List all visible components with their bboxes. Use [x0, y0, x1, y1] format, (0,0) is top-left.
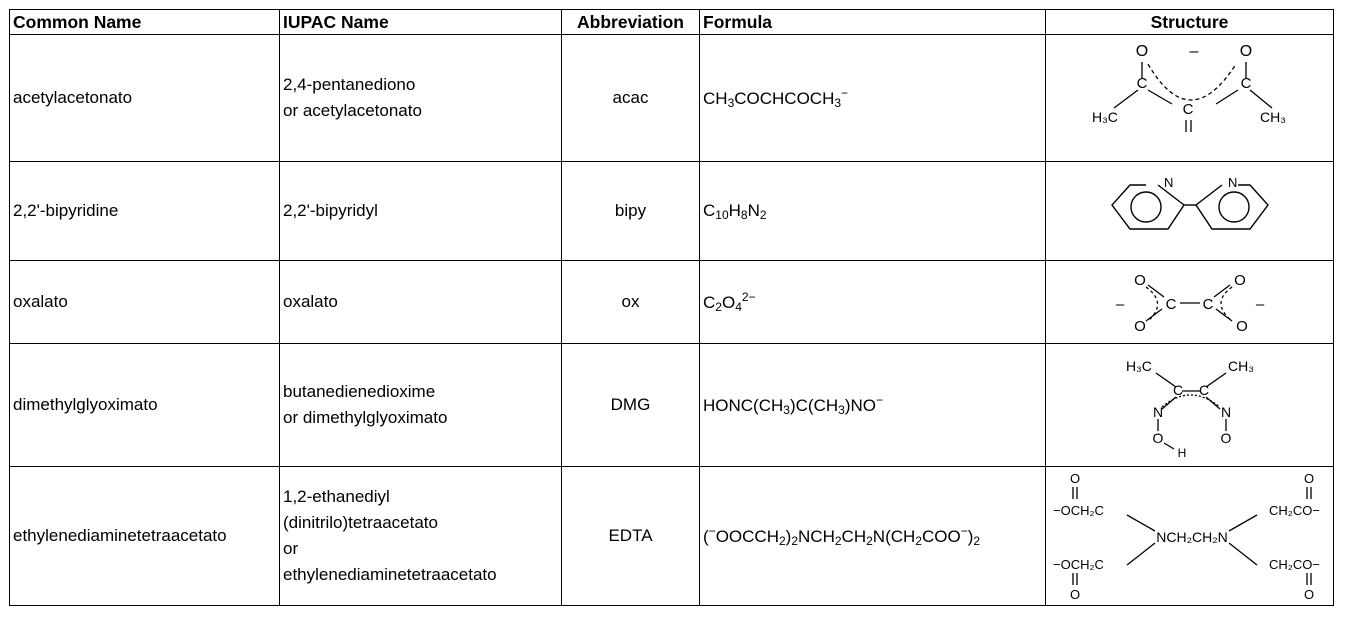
formula-text: HONC(CH	[703, 396, 784, 415]
formula-text: N(CH	[872, 527, 916, 546]
formula-sub: 8	[740, 207, 748, 222]
iupac-name-cell	[280, 344, 562, 467]
nitrogen-label: N	[1220, 404, 1231, 420]
formula-sub: 2	[778, 534, 786, 548]
common-name-cell: 2,2'-bipyridine	[10, 162, 280, 261]
header-formula: Formula	[700, 10, 1046, 35]
formula-text: COCHCOCH	[734, 89, 835, 108]
header-iupac-name: IUPAC Name	[280, 10, 562, 35]
formula-sup: −	[708, 524, 716, 538]
iupac-name-cell	[280, 35, 562, 162]
formula-sub: 2	[715, 300, 722, 314]
dmg-structure-diagram	[1090, 349, 1290, 461]
formula-text: C	[703, 200, 716, 220]
iupac-line: 2,2'-bipyridyl	[283, 201, 378, 220]
structure-cell	[1046, 344, 1334, 467]
formula-text: )	[785, 527, 792, 546]
iupac-line: 2,4-pentanediono	[283, 75, 416, 94]
formula-sup: 2−	[741, 290, 756, 304]
table-row	[10, 261, 1334, 344]
nitrogen-label: N	[1163, 175, 1173, 190]
acac-structure-diagram	[1070, 40, 1310, 156]
common-name-cell: dimethylglyoximato	[10, 344, 280, 467]
formula-sub: 2	[915, 534, 922, 548]
formula-sub: 3	[727, 96, 735, 110]
formula-sub: 2	[866, 534, 873, 548]
oxygen-label: O	[1133, 272, 1146, 289]
carbon-label: C	[1198, 382, 1209, 398]
edta-structure-diagram	[1049, 469, 1334, 603]
ligand-table	[9, 9, 1334, 606]
iupac-line: 1,2-ethanediyl	[283, 487, 390, 506]
iupac-line: or acetylacetonato	[283, 101, 422, 120]
minus-sign: –	[1255, 296, 1264, 313]
methyl-label: CH₃	[1259, 109, 1286, 125]
carbon-label: C	[1136, 75, 1147, 92]
formula-sub: 3	[838, 403, 845, 417]
methyl-label: H₃C	[1091, 109, 1118, 125]
formula-cell	[700, 162, 1046, 261]
formula-text: N	[747, 200, 760, 220]
formula-sub: 3	[834, 96, 842, 110]
methyl-label: H₃C	[1125, 358, 1152, 374]
abbreviation-cell: DMG	[562, 344, 700, 467]
formula-text: )C(CH	[789, 396, 839, 415]
table-row	[10, 467, 1334, 606]
acetate-arm-label: CH₂CO−	[1269, 557, 1320, 572]
formula-text: (	[703, 527, 709, 546]
oxygen-label: O	[1220, 430, 1231, 446]
table-row	[10, 35, 1334, 162]
formula-text: CH	[841, 527, 867, 546]
oxygen-label: O	[1133, 318, 1146, 335]
abbreviation-cell: acac	[562, 35, 700, 162]
iupac-line: butanedienedioxime	[283, 382, 436, 401]
oxygen-label: O	[1152, 430, 1163, 446]
oxalate-structure-diagram	[1090, 265, 1290, 339]
iupac-line: or dimethylglyoximato	[283, 408, 448, 427]
formula-text: H	[728, 200, 741, 220]
carbon-label: C	[1240, 75, 1251, 92]
abbreviation-cell: bipy	[562, 162, 700, 261]
formula-text: OOCCH	[715, 527, 779, 546]
oxygen-label: O	[1233, 272, 1246, 289]
structure-cell	[1046, 467, 1334, 606]
iupac-name-cell	[280, 261, 562, 344]
abbreviation-cell: EDTA	[562, 467, 700, 606]
acetate-arm-label: CH₂CO−	[1269, 503, 1320, 518]
structure-cell	[1046, 261, 1334, 344]
structure-cell	[1046, 35, 1334, 162]
common-name-cell: oxalato	[10, 261, 280, 344]
table-row	[10, 162, 1334, 261]
header-structure: Structure	[1046, 10, 1334, 35]
header-row	[10, 10, 1334, 35]
formula-cell	[700, 467, 1046, 606]
oxygen-label: O	[1303, 471, 1315, 486]
formula-text: C	[703, 293, 716, 312]
iupac-line: or	[283, 539, 299, 558]
formula-cell	[700, 261, 1046, 344]
formula-sub: 3	[783, 403, 790, 417]
iupac-name-cell	[280, 162, 562, 261]
minus-sign: –	[1115, 296, 1124, 313]
formula-text: NCH	[798, 527, 835, 546]
formula-sup: −	[875, 393, 883, 407]
oxygen-label: O	[1235, 318, 1248, 335]
carbon-label: C	[1165, 296, 1176, 313]
oxygen-label: O	[1069, 471, 1081, 486]
carbon-label: C	[1202, 296, 1213, 313]
acetate-arm-label: −OCH₂C	[1053, 557, 1104, 572]
common-name-cell: ethylenediaminetetraacetato	[10, 467, 280, 606]
formula-text: )	[967, 527, 974, 546]
hydrogen-label: H	[1177, 446, 1186, 460]
oxygen-label: O	[1069, 587, 1081, 602]
common-name-cell: acetylacetonato	[10, 35, 280, 162]
formula-text: )NO	[844, 396, 876, 415]
header-common-name: Common Name	[10, 10, 280, 35]
methyl-label: CH₃	[1227, 358, 1254, 374]
formula-sub: 2	[834, 534, 842, 548]
formula-cell	[700, 344, 1046, 467]
formula-sub: 2	[973, 534, 981, 548]
oxygen-label: O	[1135, 43, 1148, 60]
formula-sub: 4	[735, 300, 742, 314]
iupac-line: oxalato	[283, 292, 338, 311]
formula-text: COO	[921, 527, 961, 546]
formula-sup: −	[841, 86, 849, 100]
formula-text: O	[721, 293, 736, 312]
oxygen-label: O	[1239, 43, 1252, 60]
table-row	[10, 344, 1334, 467]
structure-cell	[1046, 162, 1334, 261]
nitrogen-label: N	[1152, 404, 1163, 420]
iupac-line: (dinitrilo)tetraacetato	[283, 513, 438, 532]
oxygen-label: O	[1303, 587, 1315, 602]
formula-cell	[700, 35, 1046, 162]
header-abbreviation: Abbreviation	[562, 10, 700, 35]
nitrogen-label: N	[1227, 175, 1237, 190]
abbreviation-cell: ox	[562, 261, 700, 344]
formula-sub: 10	[715, 207, 729, 222]
bipy-structure-diagram	[1090, 171, 1290, 251]
carbon-label: C	[1172, 382, 1183, 398]
formula-sub: 2	[791, 534, 799, 548]
formula-sub: 2	[759, 207, 767, 222]
dash-label: –	[1189, 43, 1198, 60]
iupac-name-cell	[280, 467, 562, 606]
iupac-line: ethylenediaminetetraacetato	[283, 565, 497, 584]
acetate-arm-label: −OCH₂C	[1053, 503, 1104, 518]
formula-text: CH	[703, 89, 728, 108]
formula-sup: −	[960, 524, 968, 538]
carbon-label: C	[1182, 101, 1193, 118]
ethylenediamine-label: NCH₂CH₂N	[1156, 529, 1228, 545]
